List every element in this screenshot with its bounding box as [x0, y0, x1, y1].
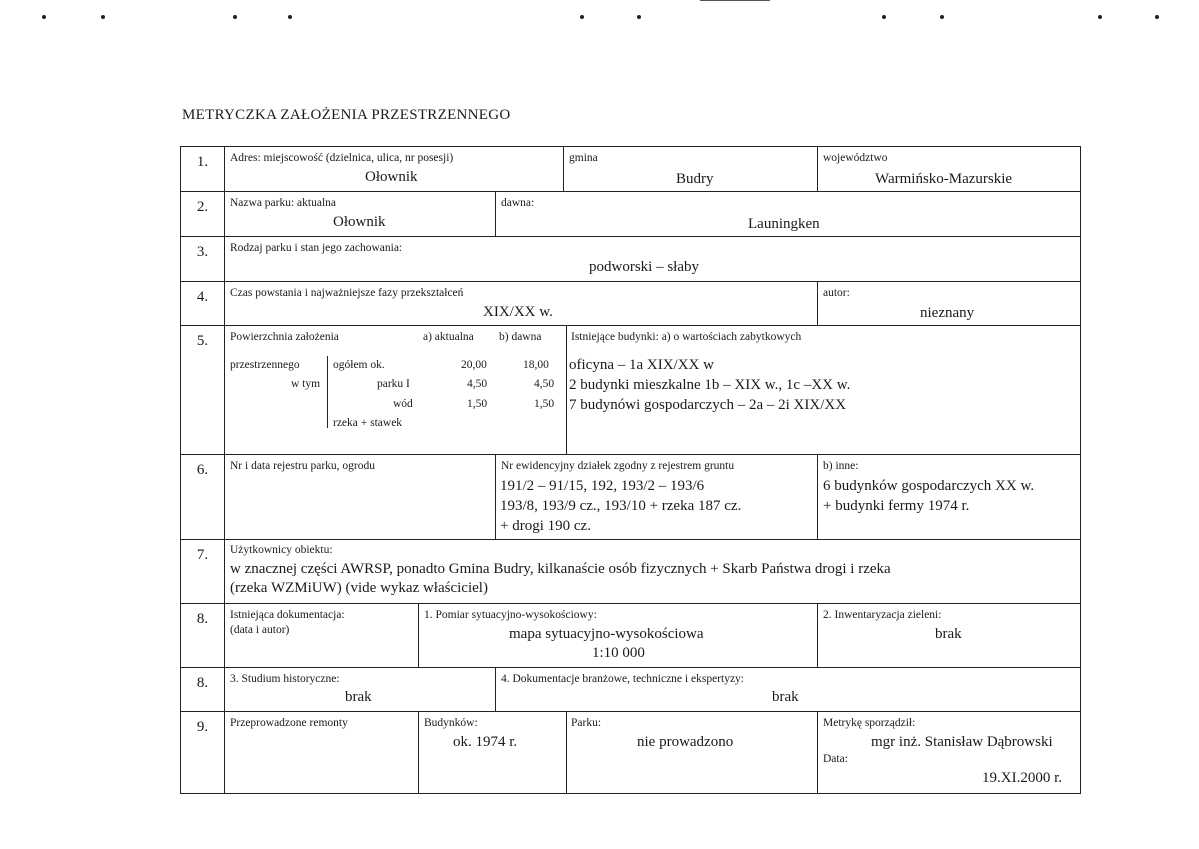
row-number: 3.: [181, 237, 225, 281]
survey-cell: [418, 604, 817, 667]
old-name-cell: [495, 192, 1080, 236]
inventory-label: 2. Inwentaryzacja zieleni:: [823, 609, 942, 621]
other-label: b) inne:: [823, 460, 859, 472]
row-origin: [181, 282, 1080, 326]
buildings-label: Istniejące budynki: a) o wartościach zabytkowych: [571, 331, 802, 343]
punch-dot: [940, 15, 944, 19]
park-repairs-value: nie prowadzono: [637, 734, 734, 750]
row-studies: [181, 668, 1080, 712]
registry-cell: [225, 455, 495, 539]
row-number: 1.: [181, 147, 225, 191]
record-form: [180, 146, 1081, 794]
author-cell: [817, 282, 1080, 325]
row-area: [181, 326, 1080, 455]
historical-study-label: 3. Studium historyczne:: [230, 673, 340, 685]
type-label: Rodzaj parku i stan jego zachowania:: [230, 242, 403, 254]
voivodeship-cell: [817, 147, 1080, 191]
plots-label: Nr ewidencyjny działek zgodny z rejestrem gruntu: [501, 460, 735, 472]
historical-study-value: brak: [345, 689, 372, 705]
inventory-cell: [817, 604, 1080, 667]
date-label: Data:: [823, 753, 848, 765]
punch-dot: [288, 15, 292, 19]
row-address: [181, 147, 1080, 192]
prepared-by-value: mgr inż. Stanisław Dąbrowski: [871, 734, 1053, 750]
buildings-cell: [566, 326, 1080, 454]
survey-label: 1. Pomiar sytuacyjno-wysokościowy:: [424, 609, 597, 621]
spatial-label: przestrzennego: [230, 359, 300, 371]
documentation-sublabel: (data i autor): [230, 624, 290, 636]
punch-dot: [637, 15, 641, 19]
row-number: 8.: [181, 668, 225, 711]
plots-cell: [495, 455, 817, 539]
punch-dot: [101, 15, 105, 19]
row-users: [181, 540, 1080, 604]
area-row-former: 18,00: [523, 359, 549, 371]
row-number: 7.: [181, 540, 225, 603]
date-value: 19.XI.2000 r.: [982, 770, 1062, 786]
author-value: nieznany: [920, 305, 975, 321]
river-pond-label: rzeka + stawek: [333, 417, 403, 429]
row-number: 9.: [181, 712, 225, 793]
address-value: Ołownik: [365, 169, 418, 185]
author-label: autor:: [823, 287, 850, 299]
registry-label: Nr i data rejestru parku, ogrodu: [230, 460, 375, 472]
building-line: 2 budynki mieszkalne 1b – XIX w., 1c –XX w.: [569, 377, 851, 393]
prepared-by-cell: [817, 712, 1080, 793]
punch-dot: [1155, 15, 1159, 19]
technical-docs-cell: [495, 668, 1080, 711]
gmina-value: Budry: [676, 171, 714, 187]
row-park-type: [181, 237, 1080, 282]
area-row-former: 4,50: [534, 378, 555, 390]
building-line: 7 budynówi gospodarczych – 2a – 2i XIX/XX: [569, 397, 847, 413]
name-label: Nazwa parku: aktualna: [230, 197, 337, 209]
prepared-by-label: Metrykę sporządził:: [823, 717, 916, 729]
row-number: 2.: [181, 192, 225, 236]
row-number: 8.: [181, 604, 225, 667]
technical-docs-label: 4. Dokumentacje branżowe, techniczne i ekspertyzy:: [501, 673, 744, 685]
subtable-divider: [327, 356, 328, 428]
documentation-cell: [225, 604, 418, 667]
area-row-former: 1,50: [534, 398, 555, 410]
punch-dot: [580, 15, 584, 19]
repairs-cell: [225, 712, 418, 793]
origin-cell: [225, 282, 817, 325]
voivodeship-value: Warmińsko-Mazurskie: [875, 171, 1013, 187]
area-current-label: a) aktualna: [423, 331, 474, 343]
historical-study-cell: [225, 668, 495, 711]
area-label: Powierzchnia założenia: [230, 331, 339, 343]
row-repairs: [181, 712, 1080, 793]
buildings-repairs-label: Budynków:: [424, 717, 478, 729]
plots-line: 193/8, 193/9 cz., 193/10 + rzeka 187 cz.: [500, 498, 742, 514]
gmina-label: gmina: [569, 152, 598, 164]
area-row-current: 1,50: [467, 398, 488, 410]
row-registry: [181, 455, 1080, 540]
park-repairs-cell: [566, 712, 817, 793]
punch-dot: [882, 15, 886, 19]
users-cell: [225, 540, 1080, 603]
area-row-name: wód: [393, 398, 413, 410]
area-row-current: 4,50: [467, 378, 488, 390]
voivodeship-label: województwo: [823, 152, 888, 164]
park-repairs-label: Parku:: [571, 717, 602, 729]
type-value: podworski – słaby: [589, 259, 699, 275]
technical-docs-value: brak: [772, 689, 799, 705]
area-row-name: parku I: [377, 378, 410, 390]
name-value: Ołownik: [333, 214, 386, 230]
punch-dot: [1098, 15, 1102, 19]
gmina-cell: [563, 147, 817, 191]
row-documentation: [181, 604, 1080, 668]
other-line: 6 budynków gospodarczych XX w.: [823, 478, 1035, 494]
area-former-label: b) dawna: [499, 331, 542, 343]
area-row-name: ogółem ok.: [333, 359, 385, 371]
address-cell: [225, 147, 563, 191]
inventory-value: brak: [935, 626, 962, 642]
documentation-label: Istniejąca dokumentacja:: [230, 609, 345, 621]
plots-line: + drogi 190 cz.: [500, 518, 591, 534]
type-cell: [225, 237, 1080, 281]
survey-scale: 1:10 000: [592, 645, 645, 661]
building-line: oficyna – 1a XIX/XX w: [569, 357, 714, 373]
buildings-repairs-value: ok. 1974 r.: [453, 734, 518, 750]
repairs-label: Przeprowadzone remonty: [230, 717, 348, 729]
old-name-label: dawna:: [501, 197, 535, 209]
address-label: Adres: miejscowość (dzielnica, ulica, nr posesji): [230, 152, 454, 164]
origin-value: XIX/XX w.: [483, 304, 553, 320]
users-line: (rzeka WZMiUW) (vide wykaz właściciel): [230, 580, 488, 596]
buildings-repairs-cell: [418, 712, 566, 793]
top-edge-line: [700, 0, 770, 1]
old-name-value: Launingken: [748, 216, 820, 232]
other-line: + budynki fermy 1974 r.: [823, 498, 970, 514]
area-row-current: 20,00: [461, 359, 487, 371]
row-number: 6.: [181, 455, 225, 539]
area-cell: [225, 326, 566, 454]
plots-line: 191/2 – 91/15, 192, 193/2 – 193/6: [500, 478, 705, 494]
name-cell: [225, 192, 495, 236]
document-title: METRYCZKA ZAŁOŻENIA PRZESTRZENNEGO: [182, 107, 511, 123]
survey-value: mapa sytuacyjno-wysokościowa: [509, 626, 704, 642]
row-number: 4.: [181, 282, 225, 325]
origin-label: Czas powstania i najważniejsze fazy przekształceń: [230, 287, 464, 299]
including-label: w tym: [291, 378, 321, 390]
users-label: Użytkownicy obiektu:: [230, 544, 333, 556]
punch-dot: [42, 15, 46, 19]
other-cell: [817, 455, 1080, 539]
punch-dot: [233, 15, 237, 19]
users-line: w znacznej części AWRSP, ponadto Gmina Budry, kilkanaście osób fizycznych + Skarb Państwa drogi i rzeka: [230, 561, 891, 577]
row-number: 5.: [181, 326, 225, 454]
row-park-name: [181, 192, 1080, 237]
